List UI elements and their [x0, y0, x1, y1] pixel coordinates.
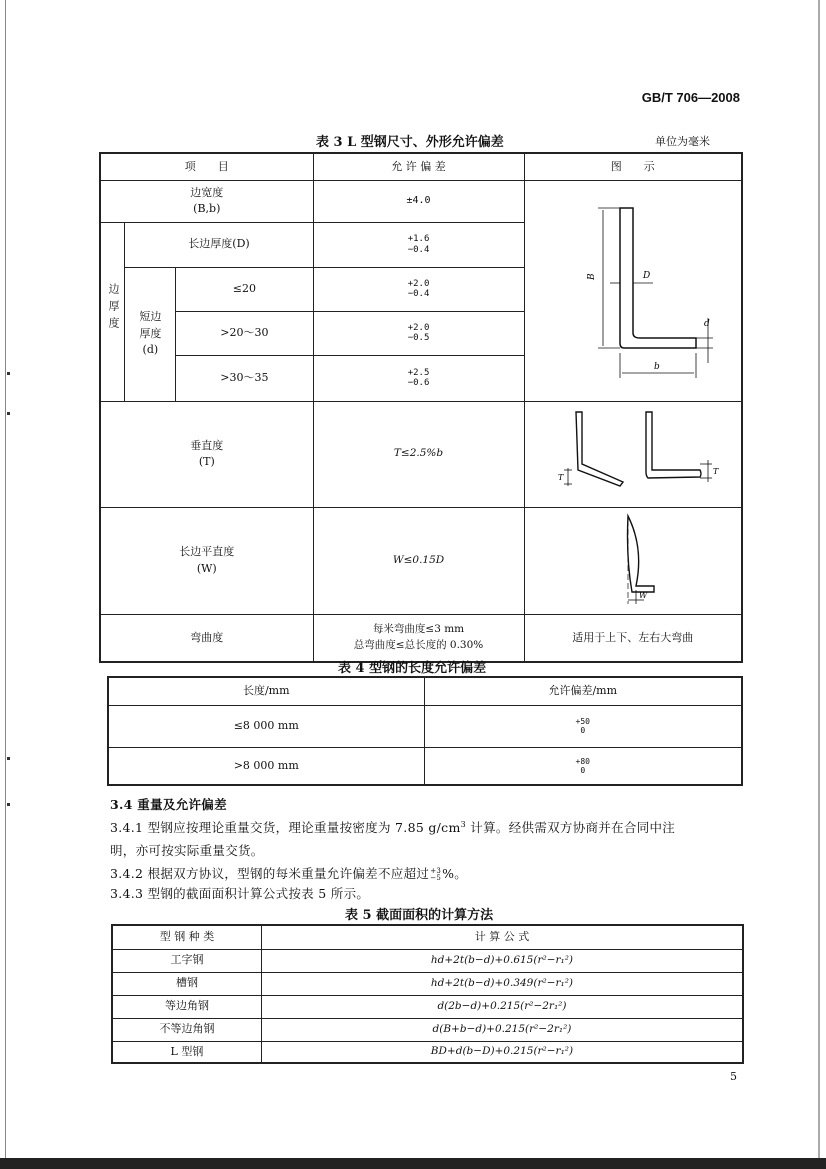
table3-header-tolerance: 允 许 偏 差: [313, 153, 524, 180]
flatness-diagram: [528, 508, 738, 608]
table5-type-2: 槽钢: [112, 972, 261, 995]
s341-part-b: 计算。经供需双方协商并在合同中注: [466, 820, 676, 835]
table4-row2-minus: 0: [580, 765, 586, 775]
flatness-label: 长边平直度: [179, 545, 235, 559]
verticality-cell: [100, 401, 313, 508]
table4: [107, 676, 743, 786]
s342-part-a: 3.4.2 根据双方协议，型钢的每米重量允许偏差不应超过: [110, 866, 430, 881]
standard-code: GB/T 706—2008: [641, 90, 740, 105]
long-side-tol-minus: −0.4: [407, 244, 430, 255]
edge-width-cell: [100, 180, 313, 222]
long-side-tol-plus: +1.6: [407, 234, 430, 245]
page-border-left: [5, 0, 6, 1160]
bending-note: 适用于上下、左右大弯曲: [524, 614, 742, 662]
bending-tolerance: [313, 614, 524, 662]
section-3-4-1-line2: 明，亦可按实际重量交货。: [110, 843, 264, 858]
long-side-label: 长边厚度(D): [125, 222, 313, 267]
s342-plus: +3: [430, 866, 442, 875]
diagram-label-D: D: [642, 270, 650, 281]
scan-mark: [7, 372, 10, 375]
bending-tol-line1: 每米弯曲度≤3 mm: [372, 623, 465, 635]
table4-header-length: 长度/mm: [108, 677, 424, 705]
short-side-label: 短边厚度: [139, 310, 162, 340]
edge-width-tolerance: ±4.0: [313, 180, 524, 222]
s342-minus: −5: [430, 873, 442, 882]
short-range-1: ≤20: [176, 267, 313, 311]
table3-unit: 单位为毫米: [655, 135, 710, 148]
table4-row1-tolerance: [424, 705, 742, 747]
bending-label: 弯曲度: [100, 614, 313, 662]
long-side-tolerance: [313, 222, 524, 267]
short-range-3: >30～35: [176, 355, 313, 401]
scan-mark: [7, 412, 10, 415]
section-3-4-2: [110, 864, 467, 882]
verticality-label: 垂直度: [190, 438, 224, 452]
edge-width-sub: (B,b): [193, 202, 221, 215]
table5-formula-5: BD+d(b−D)+0.215(r²−r₁²): [261, 1041, 743, 1063]
table5-formula-2: hd+2t(b−d)+0.349(r²−r₁²): [261, 972, 743, 995]
edge-width-label: 边宽度: [190, 185, 224, 199]
verticality-label-T2: T: [712, 466, 719, 476]
table5: [111, 924, 744, 1064]
table5-formula-3: d(2b−d)+0.215(r²−2r₁²): [261, 995, 743, 1018]
table4-row1-length: ≤8 000 mm: [108, 705, 424, 747]
short-tol-plus-1: +2.0: [407, 278, 430, 289]
flatness-diagram-cell: [524, 508, 742, 615]
verticality-label-T1: T: [557, 472, 564, 482]
s341-part-a: 3.4.1 型钢应按理论重量交货，理论重量按密度为 7.85 g/cm: [110, 820, 461, 835]
table5-formula-4: d(B+b−d)+0.215(r²−2r₁²): [261, 1018, 743, 1041]
table5-type-4: 不等边角钢: [112, 1018, 261, 1041]
diagram-label-B: B: [586, 273, 597, 280]
s342-part-b: %。: [442, 866, 468, 881]
table5-type-1: 工字钢: [112, 949, 261, 972]
page-number: 5: [730, 1070, 737, 1083]
scan-mark: [7, 757, 10, 760]
bending-tol-line2: 总弯曲度≤总长度的 0.30%: [353, 638, 484, 651]
section-3-4-3: 3.4.3 型钢的截面面积计算公式按表 5 所示。: [110, 886, 370, 901]
table5-header-formula: 计 算 公 式: [261, 925, 743, 949]
flatness-sub: (W): [196, 561, 217, 575]
short-range-2: >20～30: [176, 311, 313, 355]
section-3-4-1-line1: [110, 818, 675, 836]
short-tol-plus-2: +2.0: [407, 322, 430, 333]
short-tolerance-3: [313, 355, 524, 401]
scan-mark: [7, 803, 10, 806]
l-section-diagram: [528, 188, 738, 388]
edge-thickness-group: [100, 222, 125, 401]
short-side-sub: (d): [142, 343, 159, 357]
l-section-diagram-cell: [524, 180, 742, 401]
table4-row2-length: >8 000 mm: [108, 747, 424, 785]
short-tol-minus-3: −0.6: [407, 378, 430, 388]
table4-caption: 表 4 型钢的长度允许偏差: [338, 661, 487, 676]
table5-header-type: 型 钢 种 类: [112, 925, 261, 949]
diagram-label-d: d: [703, 318, 710, 329]
table5-type-3: 等边角钢: [112, 995, 261, 1018]
table3-header-item: 项 目: [100, 153, 313, 180]
short-tol-minus-1: −0.4: [407, 289, 430, 299]
table5-formula-1: hd+2t(b−d)+0.615(r²−r₁²): [261, 949, 743, 972]
table4-header-tolerance: 允许偏差/mm: [424, 677, 742, 705]
table3: [99, 152, 743, 663]
flatness-cell: [100, 508, 313, 615]
page-border-right: [818, 0, 820, 1160]
table4-row2-tolerance: [424, 747, 742, 785]
short-tol-minus-2: −0.5: [407, 333, 430, 343]
flatness-label-W: W: [638, 591, 647, 600]
verticality-sub: (T): [198, 455, 215, 469]
short-tol-plus-3: +2.5: [407, 367, 430, 378]
flatness-tolerance: W≤0.15D: [313, 508, 524, 615]
table3-header-figure: 图 示: [524, 153, 742, 180]
verticality-diagram: [528, 402, 738, 502]
page-border-bottom: [0, 1158, 826, 1169]
table5-type-5: L 型钢: [112, 1041, 261, 1063]
short-side-group: [125, 267, 176, 401]
verticality-tolerance: T≤2.5%b: [313, 401, 524, 508]
table4-row1-minus: 0: [580, 726, 586, 735]
section-3-4-heading: 3.4 重量及允许偏差: [110, 797, 227, 812]
short-tolerance-1: [313, 267, 524, 311]
table5-caption: 表 5 截面面积的计算方法: [345, 908, 494, 923]
short-tolerance-2: [313, 311, 524, 355]
s341-superscript: 3: [460, 819, 467, 829]
table3-caption: 表 3 L 型钢尺寸、外形允许偏差: [316, 135, 504, 150]
edge-thickness-label: 边厚度: [106, 283, 120, 335]
table4-row1-plus: +50: [575, 716, 590, 726]
diagram-label-b: b: [653, 361, 660, 372]
table4-row2-plus: +80: [575, 756, 590, 766]
verticality-diagram-cell: [524, 401, 742, 508]
